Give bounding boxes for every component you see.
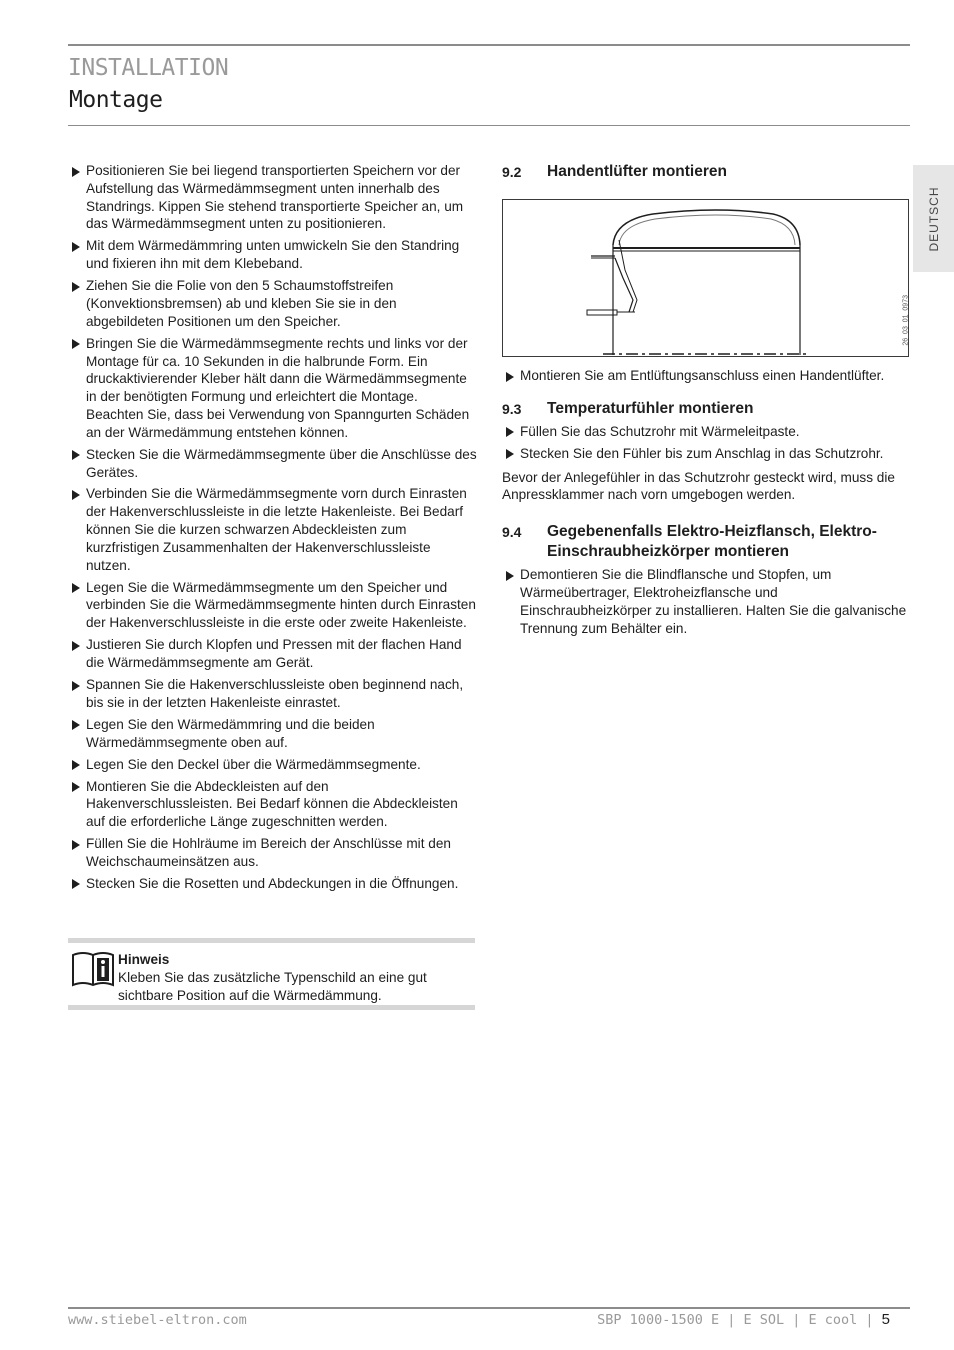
list-item: [68, 778, 478, 831]
footer-website: www.stiebel-eltron.com: [68, 1312, 247, 1328]
section-title: Gegebenenfalls Elektro-Heizflansch, Elektro-Einschraubheizkörper montieren: [547, 523, 877, 561]
list-item: [68, 676, 478, 712]
list-item: [68, 485, 478, 574]
list-item-text: Stecken Sie den Fühler bis zum Anschlag in das Schutzrohr.: [520, 445, 884, 461]
left-column: [68, 162, 478, 897]
list-item-text: Füllen Sie die Hohlräume im Bereich der Anschlüsse mit den Weichschaumeinsätzen aus.: [86, 836, 451, 869]
right-column: [502, 162, 910, 642]
list-item-text: Mit dem Wärmedämmring unten umwickeln Sie den Standring und fixieren ihn mit dem Klebeband.: [86, 238, 460, 272]
list-item-text: Bringen Sie die Wärmedämmsegmente rechts und links vor der Montage für ca. 10 Sekunden in die halbrunde Form. Ein druckaktivierender Kleber hält dann die Wärmedämmsegmente in der benötigten Formung und erleichtert die Montage.: [86, 335, 468, 405]
section-title: Handentlüfter montieren: [547, 163, 727, 180]
section-number: 9.2: [502, 164, 522, 180]
list-item-text: Stecken Sie die Rosetten und Abdeckungen in die Öffnungen.: [86, 875, 459, 891]
section-heading-9-2: [502, 162, 910, 182]
note-title: Hinweis: [118, 952, 170, 967]
list-item-text: Justieren Sie durch Klopfen und Pressen mit der flachen Hand die Wärmedämmsegmente am Gerät.: [86, 637, 462, 671]
section-heading-9-4: [502, 522, 910, 562]
note-box: [68, 938, 475, 1010]
list-item-text: Demontieren Sie die Blindflansche und Stopfen, um Wärmeübertrager, Elektroheizflansche und Einschraubheizkörper zu installieren. Halten Sie die galvanische Trennung zum Behälter ein.: [520, 567, 907, 636]
footer-model-text: SBP 1000-1500 E | E SOL | E cool |: [597, 1312, 874, 1328]
list-item-text: Ziehen Sie die Folie von den 5 Schaumstoffstreifen (Konvektionsbremsen) ab und kleben Sie sie in den abgebildeten Positionen um den Speicher.: [86, 278, 397, 329]
page-number: 5: [881, 1311, 890, 1328]
vent-figure: [502, 199, 909, 357]
list-item: [68, 237, 478, 273]
figure-id: 26_03_01_0973: [903, 295, 910, 346]
list-item: [68, 162, 478, 233]
list-item-text: Verbinden Sie die Wärmedämmsegmente vorn durch Einrasten der Hakenverschlussleiste in die letzte Hakenleiste. Bei Bedarf können Sie die kurzen schwarzen Abdeckleisten zum kurzfristigen Zusammenhalten der Hakenverschlussleiste nutzen.: [86, 486, 467, 573]
list-item: [68, 579, 478, 632]
note-text: Kleben Sie das zusätzliche Typenschild an eine gut sichtbare Position auf die Wärmedämmung.: [118, 970, 427, 1003]
list-item-text: Positionieren Sie bei liegend transportierten Speichern vor der Aufstellung das Wärmedämmsegment unten innerhalb des Standrings. Kippen Sie stehend transportierte Speicher an, um das Wärmedämmsegment unten zu positionieren.: [86, 163, 464, 232]
list-item: [68, 335, 478, 442]
section-subtitle: Montage: [69, 87, 163, 113]
list-item-text: Legen Sie den Wärmedämmring und die beiden Wärmedämmsegmente oben auf.: [86, 716, 375, 750]
list-item-text: Spannen Sie die Hakenverschlussleiste oben beginnend nach, bis sie in der letzten Hakenleiste einrastet.: [86, 677, 464, 710]
footer-rule: [68, 1307, 910, 1309]
list-item-text: Legen Sie die Wärmedämmsegmente um den Speicher und verbinden Sie die Wärmedämmsegmente hinten durch Einrasten der Hakenverschlussleiste in die erste oder zweite Hakenleiste.: [86, 579, 476, 631]
list-item-text: Stecken Sie die Wärmedämmsegmente über die Anschlüsse des Gerätes.: [86, 446, 477, 480]
section-heading-9-3: [502, 399, 910, 419]
language-tab-label: DEUTSCH: [926, 185, 941, 252]
list-item: [68, 446, 478, 482]
header-top-rule: [68, 44, 910, 46]
footer-model: [597, 1311, 890, 1328]
section-paragraph: Bevor der Anlegefühler in das Schutzrohr gesteckt wird, muss die Anpressklammer nach vorn umgebogen werden.: [502, 469, 895, 503]
chapter-title: INSTALLATION: [68, 55, 229, 81]
list-item: [68, 875, 478, 893]
list-item-text: Montieren Sie am Entlüftungsanschluss einen Handentlüfter.: [520, 368, 885, 383]
section-number: 9.3: [502, 400, 522, 417]
list-item-text: Füllen Sie das Schutzrohr mit Wärmeleitpaste.: [520, 423, 800, 439]
list-item: [502, 566, 910, 637]
list-item: [502, 423, 910, 441]
list-item: [502, 445, 910, 463]
list-item: [68, 277, 478, 330]
section-title: Temperaturfühler montieren: [547, 399, 754, 417]
list-item: [68, 756, 478, 774]
tank-top-drawing: [503, 200, 910, 358]
info-book-icon: [71, 949, 115, 989]
list-item-text: Legen Sie den Deckel über die Wärmedämmsegmente.: [86, 756, 421, 772]
section-number: 9.4: [502, 524, 522, 541]
list-item: [502, 367, 910, 385]
header-bottom-rule: [68, 125, 910, 126]
list-item-text: Montieren Sie die Abdeckleisten auf den Hakenverschlussleisten. Bei Bedarf können die Abdeckleisten auf die erforderliche Länge zugeschnitten werden.: [86, 778, 458, 830]
language-tab: [913, 165, 954, 272]
list-item-remark: Beachten Sie, dass bei Verwendung von Spanngurten Schäden an der Wärmedämmung entstehen können.: [86, 406, 470, 440]
list-item: [68, 716, 478, 752]
list-item: [68, 636, 478, 672]
list-item: [68, 835, 478, 871]
